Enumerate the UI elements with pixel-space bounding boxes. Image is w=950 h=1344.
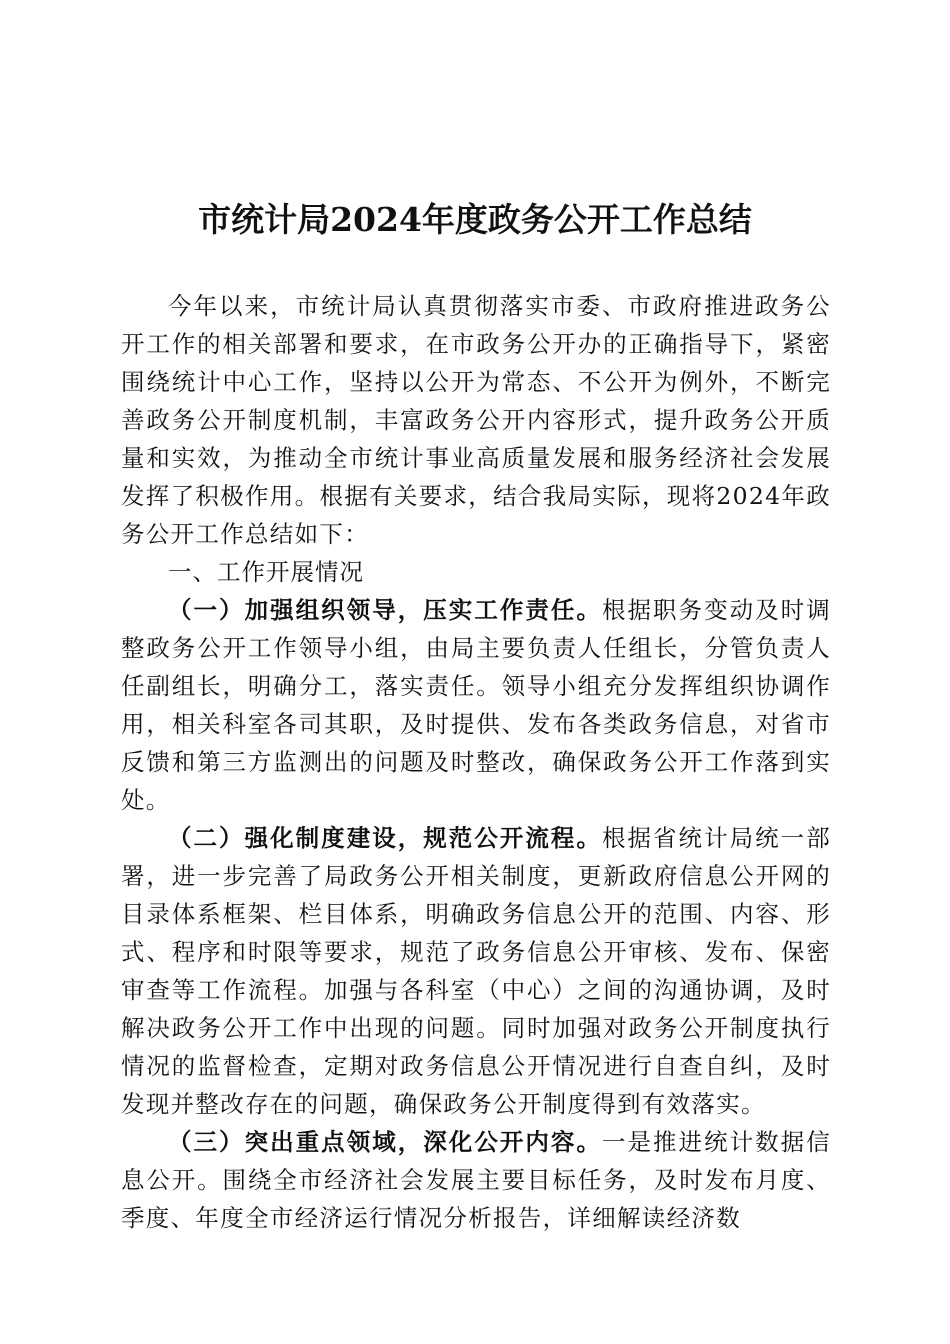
section-heading-work-progress: 一、工作开展情况 xyxy=(168,558,364,586)
item-lead-1: （一）加强组织领导，压实工作责任。 xyxy=(168,596,602,624)
document-title: 市统计局2024年度政务公开工作总结 xyxy=(198,200,752,239)
item-paragraph-3 xyxy=(121,1123,831,1237)
item-text-1: 根据职务变动及时调整政务公开工作领导小组，由局主要负责人任组长，分管负责人任副组长，明确分工，落实责任。领导小组充分发挥组织协调作用，相关科室各司其职，及时提供、发布各类政务信息，对省市反馈和第三方监测出的问题及时整改，确保政务公开工作落到实处。 xyxy=(121,596,831,814)
item-text-2: 根据省统计局统一部署，进一步完善了局政务公开相关制度，更新政府信息公开网的目录体系框架、栏目体系，明确政务信息公开的范围、内容、形式、程序和时限等要求，规范了政务信息公开审核、发布、保密审查等工作流程。加强与各科室（中心）之间的沟通协调，及时解决政务公开工作中出现的问题。同时加强对政务公开制度执行情况的监督检查，定期对政务信息公开情况进行自查自纠，及时发现并整改存在的问题，确保政务公开制度得到有效落实。 xyxy=(121,824,831,1118)
item-paragraph-1 xyxy=(121,591,831,819)
item-lead-3: （三）突出重点领域，深化公开内容。 xyxy=(168,1128,602,1156)
document-body xyxy=(121,287,831,1237)
intro-paragraph: 今年以来，市统计局认真贯彻落实市委、市政府推进政务公开工作的相关部署和要求，在市政务公开办的正确指导下，紧密围绕统计中心工作，坚持以公开为常态、不公开为例外，不断完善政务公开制度机制，丰富政务公开内容形式，提升政务公开质量和实效，为推动全市统计事业高质量发展和服务经济社会发展发挥了积极作用。根据有关要求，结合我局实际，现将2024年政务公开工作总结如下： xyxy=(121,292,831,548)
item-text-3: 一是推进统计数据信息公开。围绕全市经济社会发展主要目标任务，及时发布月度、季度、年度全市经济运行情况分析报告，详细解读经济数 xyxy=(121,1128,831,1232)
item-lead-2: （二）强化制度建设，规范公开流程。 xyxy=(168,824,602,852)
item-paragraph-2 xyxy=(121,819,831,1123)
